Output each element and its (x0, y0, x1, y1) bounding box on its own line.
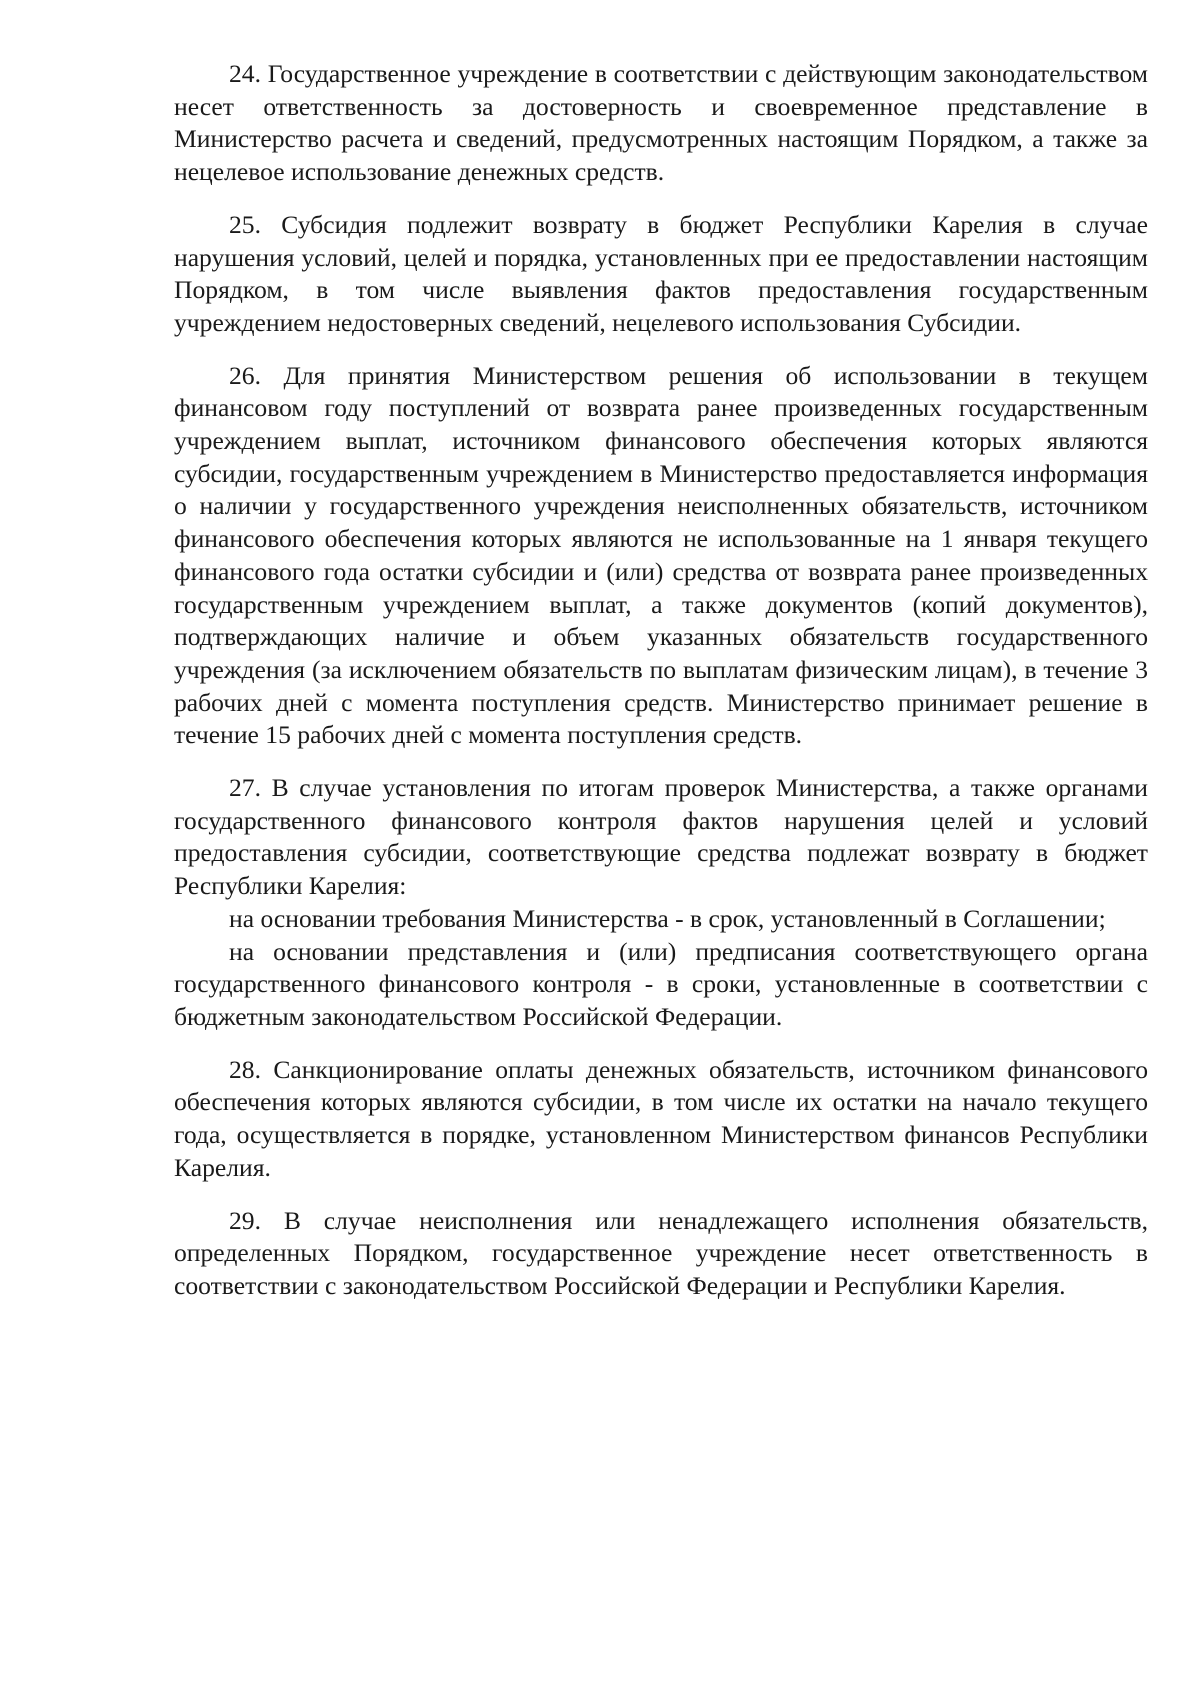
paragraph-27-item-1: на основании требования Министерства - в срок, установленный в Соглашении; (229, 903, 1106, 933)
paragraph-27-item-2: на основании представления и (или) предписания соответствующего органа государственного финансового контроля - в сроки, установленные в соответствии с бюджетным законодательством Российской Федерации. (174, 936, 1148, 1031)
paragraph-27-intro: 27. В случае установления по итогам проверок Министерства, а также органами государственного финансового контроля фактов нарушения целей и условий предоставления субсидии, соответствующие средства подлежат возврату в бюджет Республики Карелия: (174, 773, 1148, 901)
paragraph-26: 26. Для принятия Министерством решения об использовании в текущем финансовом году поступлений от возврата ранее произведенных государственным учреждением выплат, источником финансового обеспечения которых являются субсидии, государственным учреждением в Министерство предоставляется информация о наличии у государственного учреждения неисполненных обязательств, источником финансового обеспечения которых являются не использованные на 1 января текущего финансового года остатки субсидии и (или) средства от возврата ранее произведенных государственным учреждением выплат, а также документов (копий документов), подтверждающих наличие и объем указанных обязательств государственного учреждения (за исключением обязательств по выплатам физическим лицам), в течение 3 рабочих дней с момента поступления средств. Министерство принимает решение в течение 15 рабочих дней с момента поступления средств. (174, 360, 1148, 750)
paragraph-27 (174, 772, 1148, 1034)
paragraph-28: 28. Санкционирование оплаты денежных обязательств, источником финансового обеспечения которых являются субсидии, в том числе их остатки на начало текущего года, осуществляется в порядке, установленном Министерством финансов Республики Карелия. (174, 1054, 1148, 1182)
paragraph-25: 25. Субсидия подлежит возврату в бюджет Республики Карелия в случае нарушения условий, целей и порядка, установленных при ее предоставлении настоящим Порядком, в том числе выявления фактов предоставления государственным учреждением недостоверных сведений, нецелевого использования Субсидии. (174, 209, 1148, 337)
paragraph-29: 29. В случае неисполнения или ненадлежащего исполнения обязательств, определенных Порядком, государственное учреждение несет ответственность в соответствии с законодательством Российской Федерации и Республики Карелия. (174, 1205, 1148, 1300)
paragraph-24: 24. Государственное учреждение в соответствии с действующим законодательством несет ответственность за достоверность и своевременное представление в Министерство расчета и сведений, предусмотренных настоящим Порядком, а также за нецелевое использование денежных средств. (174, 59, 1148, 187)
document-body (174, 58, 1148, 1323)
